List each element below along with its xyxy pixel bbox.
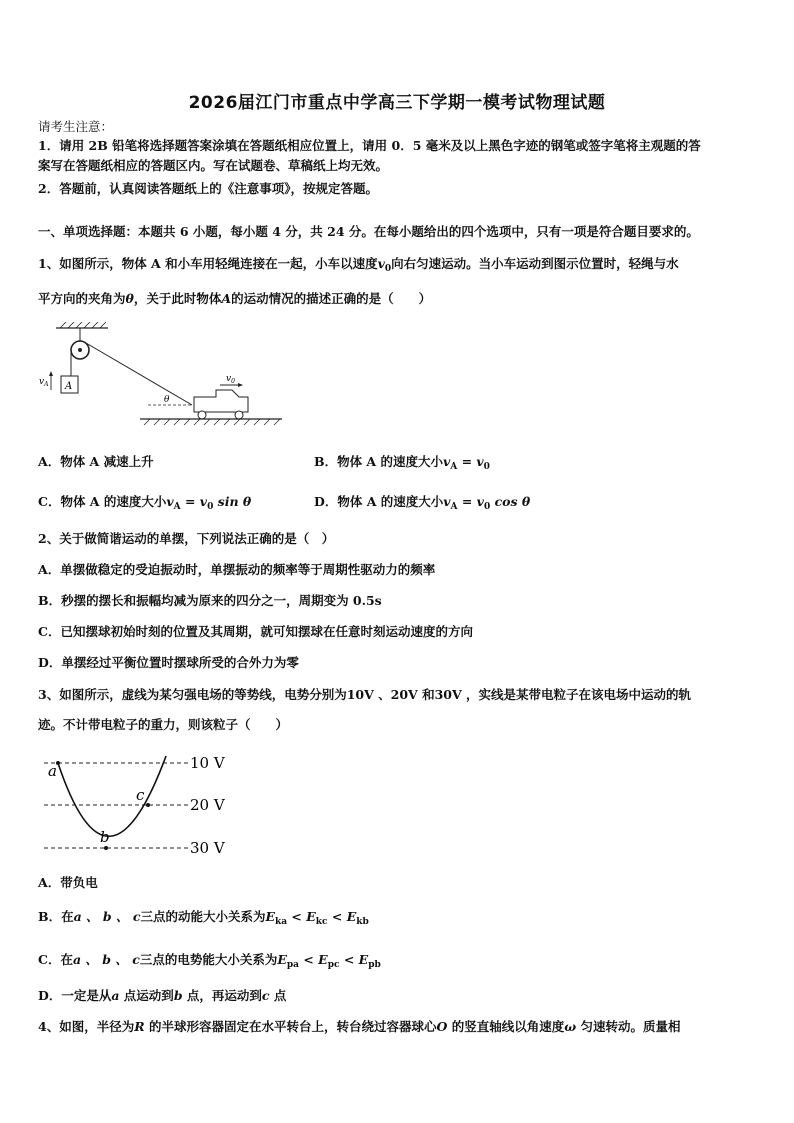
svg-text:a: a xyxy=(48,762,57,780)
page-title: 2026届江门市重点中学高三下学期一模考试物理试题 xyxy=(188,93,606,113)
q3-stem-line2: 迹。不计带电粒子的重力，则该粒子（ ） xyxy=(38,717,289,732)
svg-text:10 V: 10 V xyxy=(190,754,225,772)
q3-option-d[interactable]: D．一定是从a 点运动到b 点，再运动到c 点 xyxy=(38,988,287,1003)
q3-option-c[interactable]: C．在a 、 b 、 c三点的电势能大小关系为$E_{pa} < E_{pc} < E_{pb}$ xyxy=(38,952,381,970)
particle-trajectory xyxy=(58,756,166,836)
svg-text:30 V: 30 V xyxy=(190,839,225,857)
svg-text:b: b xyxy=(100,828,110,846)
q3-figure xyxy=(36,748,266,860)
q4-stem: 4、如图，半径为R 的半球形容器固定在水平转台上，转台绕过容器球心O 的竖直轴线以角速度ω 匀速转动。质量相 xyxy=(38,1019,681,1034)
notice-heading: 请考生注意： xyxy=(38,119,114,134)
section-heading: 一、单项选择题：本题共 6 小题，每小题 4 分，共 24 分。在每小题给出的四个选项中，只有一项是符合题目要求的。 xyxy=(38,224,699,239)
q2-option-a[interactable]: A．单摆做稳定的受迫振动时，单摆振动的频率等于周期性驱动力的频率 xyxy=(38,562,436,577)
q2-option-c[interactable]: C．已知摆球初始时刻的位置及其周期，就可知摆球在任意时刻运动速度的方向 xyxy=(38,624,473,639)
q1-figure xyxy=(36,320,326,432)
q1-option-b[interactable]: B．物体 A 的速度大小$v_A = v_0$ xyxy=(314,454,490,472)
svg-text:c: c xyxy=(136,786,145,804)
car xyxy=(194,390,248,412)
notice-item-2: 2．答题前，认真阅读答题纸上的《注意事项》，按规定答题。 xyxy=(38,181,378,196)
q2-option-d[interactable]: D．单摆经过平衡位置时摆球所受的合外力为零 xyxy=(38,655,299,670)
notice-item-1b: 案写在答题纸相应的答题区内。写在试题卷、草稿纸上均无效。 xyxy=(38,158,389,173)
svg-text:20 V: 20 V xyxy=(190,796,225,814)
q1-stem-line2: 平方向的夹角为θ，关于此时物体A的运动情况的描述正确的是（ ） xyxy=(38,291,432,306)
q2-stem: 2、关于做简谐运动的单摆，下列说法正确的是（ ） xyxy=(38,531,335,546)
q1-option-c[interactable]: C．物体 A 的速度大小$v_A = v_0$ sin θ xyxy=(38,494,252,512)
svg-text:v0: $v_0$ xyxy=(226,374,235,385)
svg-text:A: A xyxy=(65,381,73,392)
svg-text:vA: $v_A$ xyxy=(39,377,49,388)
q3-option-b[interactable]: B．在a 、 b 、 c三点的动能大小关系为$E_{ka} < E_{kc} < E_{kb}$ xyxy=(38,909,369,927)
q2-option-b[interactable]: B．秒摆的摆长和振幅均减为原来的四分之一，周期变为 0.5s xyxy=(38,593,382,608)
q1-option-d[interactable]: D．物体 A 的速度大小$v_A = v_0$ cos θ xyxy=(314,494,531,512)
svg-text:θ: θ xyxy=(164,395,170,405)
notice-item-1a: 1．请用 2B 铅笔将选择题答案涂填在答题纸相应位置上，请用 0．5 毫米及以上黑色字迹的钢笔或签字笔将主观题的答 xyxy=(38,138,701,153)
q3-option-a[interactable]: A．带负电 xyxy=(38,875,98,890)
q3-stem-line1: 3、如图所示，虚线为某匀强电场的等势线，电势分别为10V 、20V 和30V ，实线是某带电粒子在该电场中运动的轨 xyxy=(38,687,692,702)
q1-option-a[interactable]: A．物体 A 减速上升 xyxy=(38,454,154,469)
q1-stem-line1: 1、如图所示，物体 A 和小车用轻绳连接在一起，小车以速度$v_0$向右匀速运动。当小车运动到图示位置时，轻绳与水 xyxy=(38,256,679,274)
